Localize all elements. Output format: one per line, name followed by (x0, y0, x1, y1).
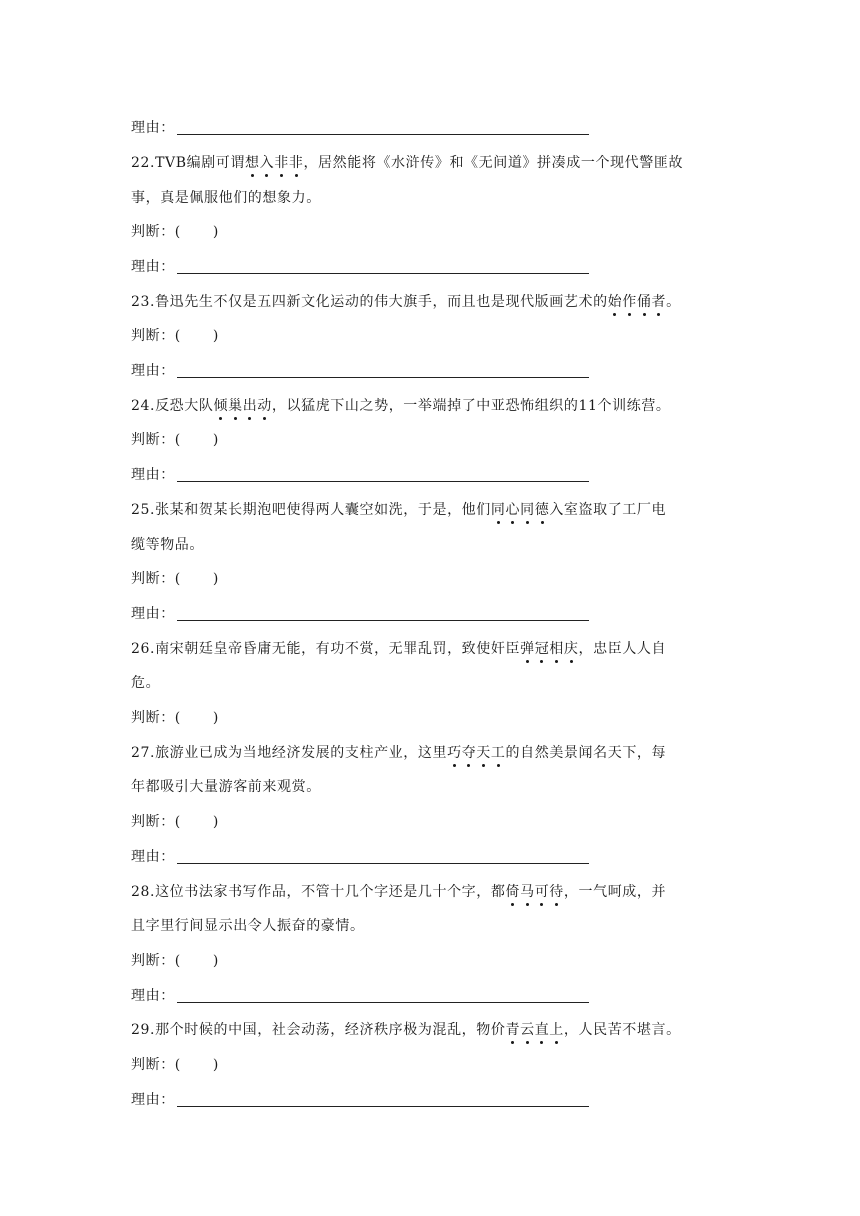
question-26-text-end: 危。 (131, 675, 161, 691)
question-26-text-cont: ，忠臣人人自 (578, 641, 667, 657)
judge-label: 判断：( (131, 224, 181, 240)
judge-label: 判断：( (131, 953, 181, 969)
reason-label: 理由： (131, 259, 175, 275)
question-29-line-1 (131, 1020, 731, 1040)
question-27-text: 27.旅游业已成为当地经济发展的支柱产业，这里 (131, 745, 448, 761)
reason-label: 理由： (131, 120, 175, 136)
question-22-highlight: 想入非非 (245, 155, 304, 171)
reason-answer-blank[interactable] (177, 606, 589, 621)
judge-line-26 (131, 708, 731, 728)
reason-answer-blank[interactable] (177, 120, 589, 135)
question-27-highlight: 巧夺天工 (447, 745, 506, 761)
judge-close-paren: ) (212, 1057, 219, 1073)
question-27-line-2 (131, 777, 731, 797)
reason-answer-blank[interactable] (177, 1092, 589, 1107)
question-28-text-cont: ，一气呵成，并 (563, 884, 667, 900)
reason-answer-blank[interactable] (177, 363, 589, 378)
reason-answer-blank[interactable] (177, 988, 589, 1003)
question-27-text-end: 年都吸引大量游客前来观赏。 (131, 779, 321, 795)
question-25-highlight: 同心同德 (490, 502, 550, 518)
question-27-line-1 (131, 743, 731, 763)
question-29-text: 29.那个时候的中国，社会动荡，经济秩序极为混乱，物价 (131, 1022, 506, 1038)
question-23-highlight: 始作俑者 (607, 294, 667, 310)
question-28-highlight: 倚马可待 (505, 884, 564, 900)
question-24-text-cont: ，以猛虎下山之势，一举端掉了中亚恐怖组织的11个训练营。 (271, 398, 671, 414)
judge-close-paren: ) (212, 328, 219, 344)
judge-line-27 (131, 812, 731, 832)
judge-line-28 (131, 951, 731, 971)
judge-close-paren: ) (212, 953, 219, 969)
reason-answer-blank[interactable] (177, 467, 589, 482)
question-29-highlight: 青云直上 (505, 1022, 564, 1038)
judge-close-paren: ) (212, 814, 219, 830)
judge-close-paren: ) (212, 432, 219, 448)
reason-answer-blank[interactable] (177, 849, 589, 864)
reason-answer-blank[interactable] (177, 259, 589, 274)
judge-label: 判断：( (131, 571, 181, 587)
question-22-line-2 (131, 188, 731, 208)
judge-close-paren: ) (212, 224, 219, 240)
question-23-text-cont: 。 (666, 294, 681, 310)
reason-line-27 (131, 847, 731, 867)
reason-label: 理由： (131, 1092, 175, 1108)
question-24-highlight: 倾巢出动 (213, 398, 272, 414)
judge-label: 判断：( (131, 1057, 181, 1073)
reason-line-25 (131, 604, 731, 624)
question-25-text-end: 缆等物品。 (131, 537, 204, 553)
reason-line-29 (131, 1090, 731, 1110)
question-27-text-cont: 的自然美景闻名天下，每 (505, 745, 667, 761)
question-22-text: 22.TVB编剧可谓 (131, 155, 246, 171)
question-25-text: 25.张某和贺某长期泡吧使得两人囊空如洗，于是，他们 (131, 502, 491, 518)
judge-label: 判断：( (131, 432, 181, 448)
reason-line-24 (131, 465, 731, 485)
judge-close-paren: ) (212, 571, 219, 587)
question-29-text-cont: ，人民苦不堪言。 (563, 1022, 681, 1038)
reason-line-21 (131, 118, 731, 138)
judge-line-22 (131, 222, 731, 242)
question-24-line-1 (131, 396, 731, 416)
judge-label: 判断：( (131, 328, 181, 344)
reason-label: 理由： (131, 988, 175, 1004)
reason-line-23 (131, 361, 731, 381)
question-28-text-end: 且字里行间显示出令人振奋的豪情。 (131, 918, 365, 934)
judge-line-25 (131, 569, 731, 589)
reason-line-22 (131, 257, 731, 277)
judge-label: 判断：( (131, 814, 181, 830)
question-26-line-2 (131, 673, 731, 693)
question-22-text-end: 事，真是佩服他们的想象力。 (131, 190, 321, 206)
question-28-text: 28.这位书法家书写作品，不管十几个字还是几十个字，都 (131, 884, 506, 900)
question-23-text: 23.鲁迅先生不仅是五四新文化运动的伟大旗手，而且也是现代版画艺术的 (131, 294, 608, 310)
question-24-text: 24.反恐大队 (131, 398, 214, 414)
judge-line-24 (131, 430, 731, 450)
question-25-text-cont: 入室盗取了工厂电 (549, 502, 667, 518)
judge-line-23 (131, 326, 731, 346)
reason-label: 理由： (131, 606, 175, 622)
reason-label: 理由： (131, 467, 175, 483)
judge-label: 判断：( (131, 710, 181, 726)
question-25-line-1 (131, 500, 731, 520)
question-25-line-2 (131, 535, 731, 555)
question-23-line-1 (131, 292, 731, 312)
question-28-line-1 (131, 882, 731, 902)
question-22-line-1 (131, 153, 731, 173)
question-28-line-2 (131, 916, 731, 936)
judge-close-paren: ) (212, 710, 219, 726)
reason-label: 理由： (131, 849, 175, 865)
reason-line-28 (131, 986, 731, 1006)
question-26-text: 26.南宋朝廷皇帝昏庸无能，有功不赏，无罪乱罚，致使奸臣 (131, 641, 521, 657)
reason-label: 理由： (131, 363, 175, 379)
question-22-text-cont: ，居然能将《水浒传》和《无间道》拼凑成一个现代警匪故 (303, 155, 684, 171)
question-26-highlight: 弹冠相庆 (520, 641, 579, 657)
judge-line-29 (131, 1055, 731, 1075)
question-26-line-1 (131, 639, 731, 659)
